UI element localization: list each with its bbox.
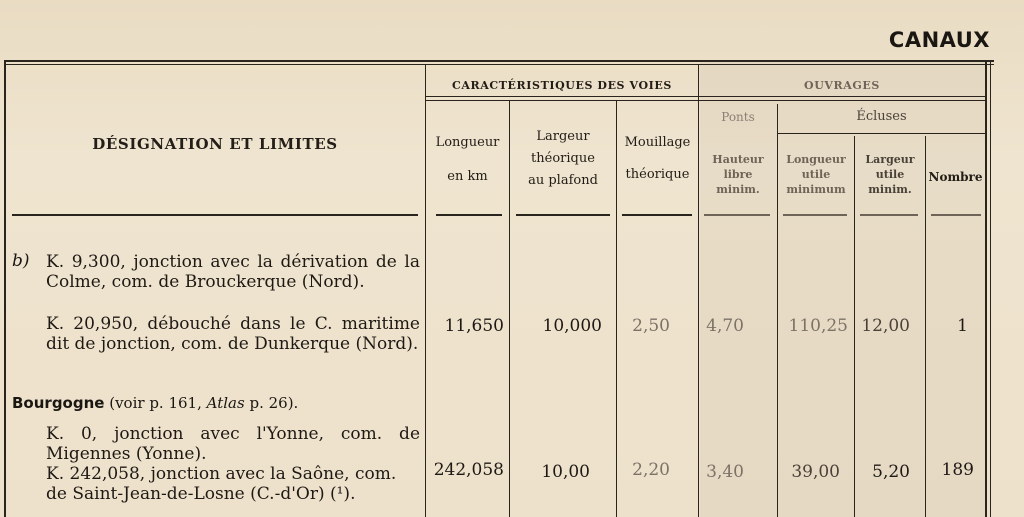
header-nombre: Nombre: [928, 170, 983, 184]
row-bourgogne-nombre: 189: [941, 460, 974, 480]
running-head: CANAUX: [888, 28, 990, 52]
section-ref-post: p. 26).: [249, 394, 299, 412]
col-rule-largeur: [616, 100, 617, 517]
header-bottom-rule-largeur: [516, 214, 610, 216]
row-b-limit-end: K. 20,950, débouché dans le C. maritime dit de jonction, com. de Dunkerque (Nord).: [46, 314, 420, 354]
section-bourgogne: [12, 394, 298, 412]
header-ecluses: Écluses: [856, 109, 907, 124]
header-longueur-line1: Longueur: [435, 135, 500, 150]
row-b-mouillage: 2,50: [632, 316, 670, 336]
group-rule-double: [426, 100, 985, 101]
faded-print-area: [700, 60, 985, 517]
row-b-limit-start: K. 9,300, jonction avec la dérivation de la Colme, com. de Brouckerque (Nord).: [46, 252, 420, 292]
header-longueur-utile-line3: minimum: [786, 183, 846, 196]
row-b-nombre: 1: [957, 316, 968, 336]
row-bourgogne-limit-end: [46, 464, 420, 504]
header-largeur-utile-line1: Largeur: [865, 153, 915, 166]
table-left-rule: [4, 60, 6, 517]
header-mouillage-line1: Mouillage: [624, 135, 691, 150]
header-bottom-rule-largeur-utile: [860, 214, 918, 216]
header-longueur-line2: en km: [447, 169, 488, 184]
header-largeur-utile-line3: minim.: [868, 183, 912, 196]
table-right-rule: [985, 60, 987, 517]
header-group-voies: CARACTÉRISTIQUES DES VOIES: [452, 79, 672, 92]
header-largeur-utile-line2: utile: [875, 168, 905, 181]
row-bourgogne-limit-end-text: K. 242,058, jonction avec la Saône, com. de Saint-Jean-de-Losne (C.-d'Or): [46, 464, 397, 504]
table-top-rule: [4, 60, 994, 62]
row-bourgogne-longueur: 242,058: [433, 460, 504, 480]
row-marker: b): [12, 251, 30, 271]
header-largeur-line3: au plafond: [528, 173, 598, 188]
row-bourgogne-limit-start: K. 0, jonction avec l'Yonne, com. de Migennes (Yonne).: [46, 424, 420, 464]
header-hauteur-line3: minim.: [716, 183, 760, 196]
row-b-longueur: 11,650: [444, 316, 504, 336]
header-bottom-rule-nombre: [931, 214, 981, 216]
header-group-ouvrages: OUVRAGES: [804, 79, 880, 92]
row-b-hauteur: 4,70: [706, 316, 744, 336]
header-hauteur-line2: libre: [723, 168, 753, 181]
table-top-rule-inner: [4, 64, 994, 65]
header-longueur-utile-line1: Longueur: [786, 153, 846, 166]
header-bottom-rule-hauteur: [704, 214, 770, 216]
row-b-longueur-utile: 110,25: [788, 316, 848, 336]
header-hauteur-line1: Hauteur: [712, 153, 764, 166]
ecluses-rule: [778, 133, 985, 134]
row-bourgogne-hauteur: 3,40: [706, 462, 744, 482]
header-bottom-rule-mouillage: [622, 214, 692, 216]
section-name: Bourgogne: [12, 394, 105, 412]
header-longueur-utile-line2: utile: [801, 168, 831, 181]
header-largeur-line1: Largeur: [536, 129, 590, 144]
row-b-largeur-utile: 12,00: [861, 316, 910, 336]
header-ponts: Ponts: [721, 110, 755, 124]
row-bourgogne-largeur-utile: 5,20: [872, 462, 910, 482]
group-rule: [426, 96, 985, 97]
footnote-ref: (¹).: [329, 484, 356, 504]
table-right-rule-outer: [990, 60, 991, 517]
header-bottom-rule-longueur: [436, 214, 502, 216]
row-bourgogne-largeur: 10,00: [541, 462, 590, 482]
header-bottom-rule-designation: [12, 214, 418, 216]
row-bourgogne-mouillage: 2,20: [632, 460, 670, 480]
row-b-largeur: 10,000: [542, 316, 602, 336]
section-ref-atlas: Atlas: [206, 394, 245, 412]
header-largeur-line2: théorique: [531, 151, 595, 166]
header-designation: DÉSIGNATION ET LIMITES: [92, 135, 338, 153]
row-bourgogne-longueur-utile: 39,00: [791, 462, 840, 482]
section-ref-pre: (voir p. 161,: [109, 394, 202, 412]
header-bottom-rule-longueur-utile: [783, 214, 847, 216]
header-mouillage-line2: théorique: [625, 167, 690, 182]
col-rule-voies-ouvrages: [698, 64, 699, 517]
